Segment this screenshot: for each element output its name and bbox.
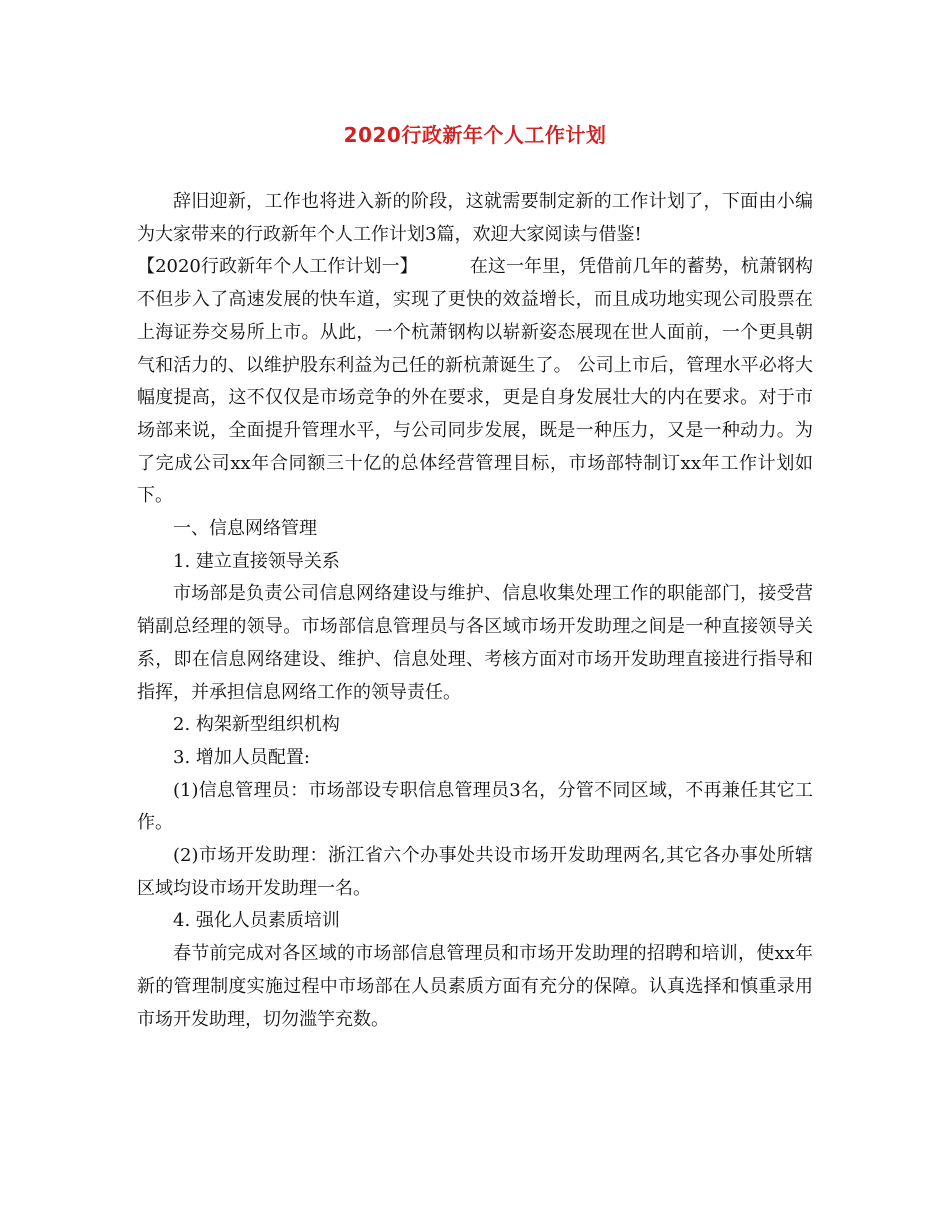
plan1-heading: 【2020行政新年个人工作计划一】: [137, 256, 418, 278]
item-paragraph-1: 市场部是负责公司信息网络建设与维护、信息收集处理工作的职能部门，接受营销副总经理的领导。市场部信息管理员与各区域市场开发助理之间是一种直接领导关系，即在信息网络建设、维护、信息处理、考核方面对市场开发助理直接进行指导和指挥，并承担信息网络工作的领导责任。: [137, 583, 813, 703]
plan1-paragraph: [137, 251, 813, 513]
document-title: 2020行政新年个人工作计划: [343, 123, 607, 147]
intro-paragraph: 辞旧迎新，工作也将进入新的阶段，这就需要制定新的工作计划了，下面由小编为大家带来的行政新年个人工作计划3篇，欢迎大家阅读与借鉴!: [137, 191, 813, 245]
document-page: [137, 118, 813, 1036]
plan1-text: 在这一年里，凭借前几年的蓄势，杭萧钢构不但步入了高速发展的快车道，实现了更快的效益增长，而且成功地实现公司股票在上海证券交易所上市。从此，一个杭萧钢构以崭新姿态展现在世人面前，一个更具朝气和活力的、以维护股东利益为己任的新杭萧诞生了。 公司上市后，管理水平必将大幅度提高，这不仅仅是市场竞争的外在要求，更是自身发展壮大的内在要求。对于市场部来说，全面提升管理水平，与公司同步发展，既是一种压力，又是一种动力。为了完成公司xx年合同额三十亿的总体经营管理目标，市场部特制订xx年工作计划如下。: [137, 256, 814, 507]
item-paragraph-3a: (1)信息管理员：市场部设专职信息管理员3名，分管不同区域，不再兼任其它工作。: [137, 779, 813, 834]
item-paragraph-4: 春节前完成对各区域的市场部信息管理员和市场开发助理的招聘和培训，使xx年新的管理制度实施过程中市场部在人员素质方面有充分的保障。认真选择和慎重录用市场开发助理，切勿滥竽充数。: [137, 943, 813, 1030]
item-heading-3: 3. 增加人员配置:: [173, 746, 310, 768]
section-heading-info-network: 一、信息网络管理: [173, 518, 317, 540]
item-heading-2: 2. 构架新型组织机构: [173, 714, 340, 736]
document-body: [137, 186, 813, 1036]
item-paragraph-3b: (2)市场开发助理：浙江省六个办事处共设市场开发助理两名,其它各办事处所辖区域均设市场开发助理一名。: [137, 845, 813, 899]
item-heading-4: 4. 强化人员素质培训: [173, 910, 340, 932]
item-heading-1: 1. 建立直接领导关系: [173, 550, 340, 572]
